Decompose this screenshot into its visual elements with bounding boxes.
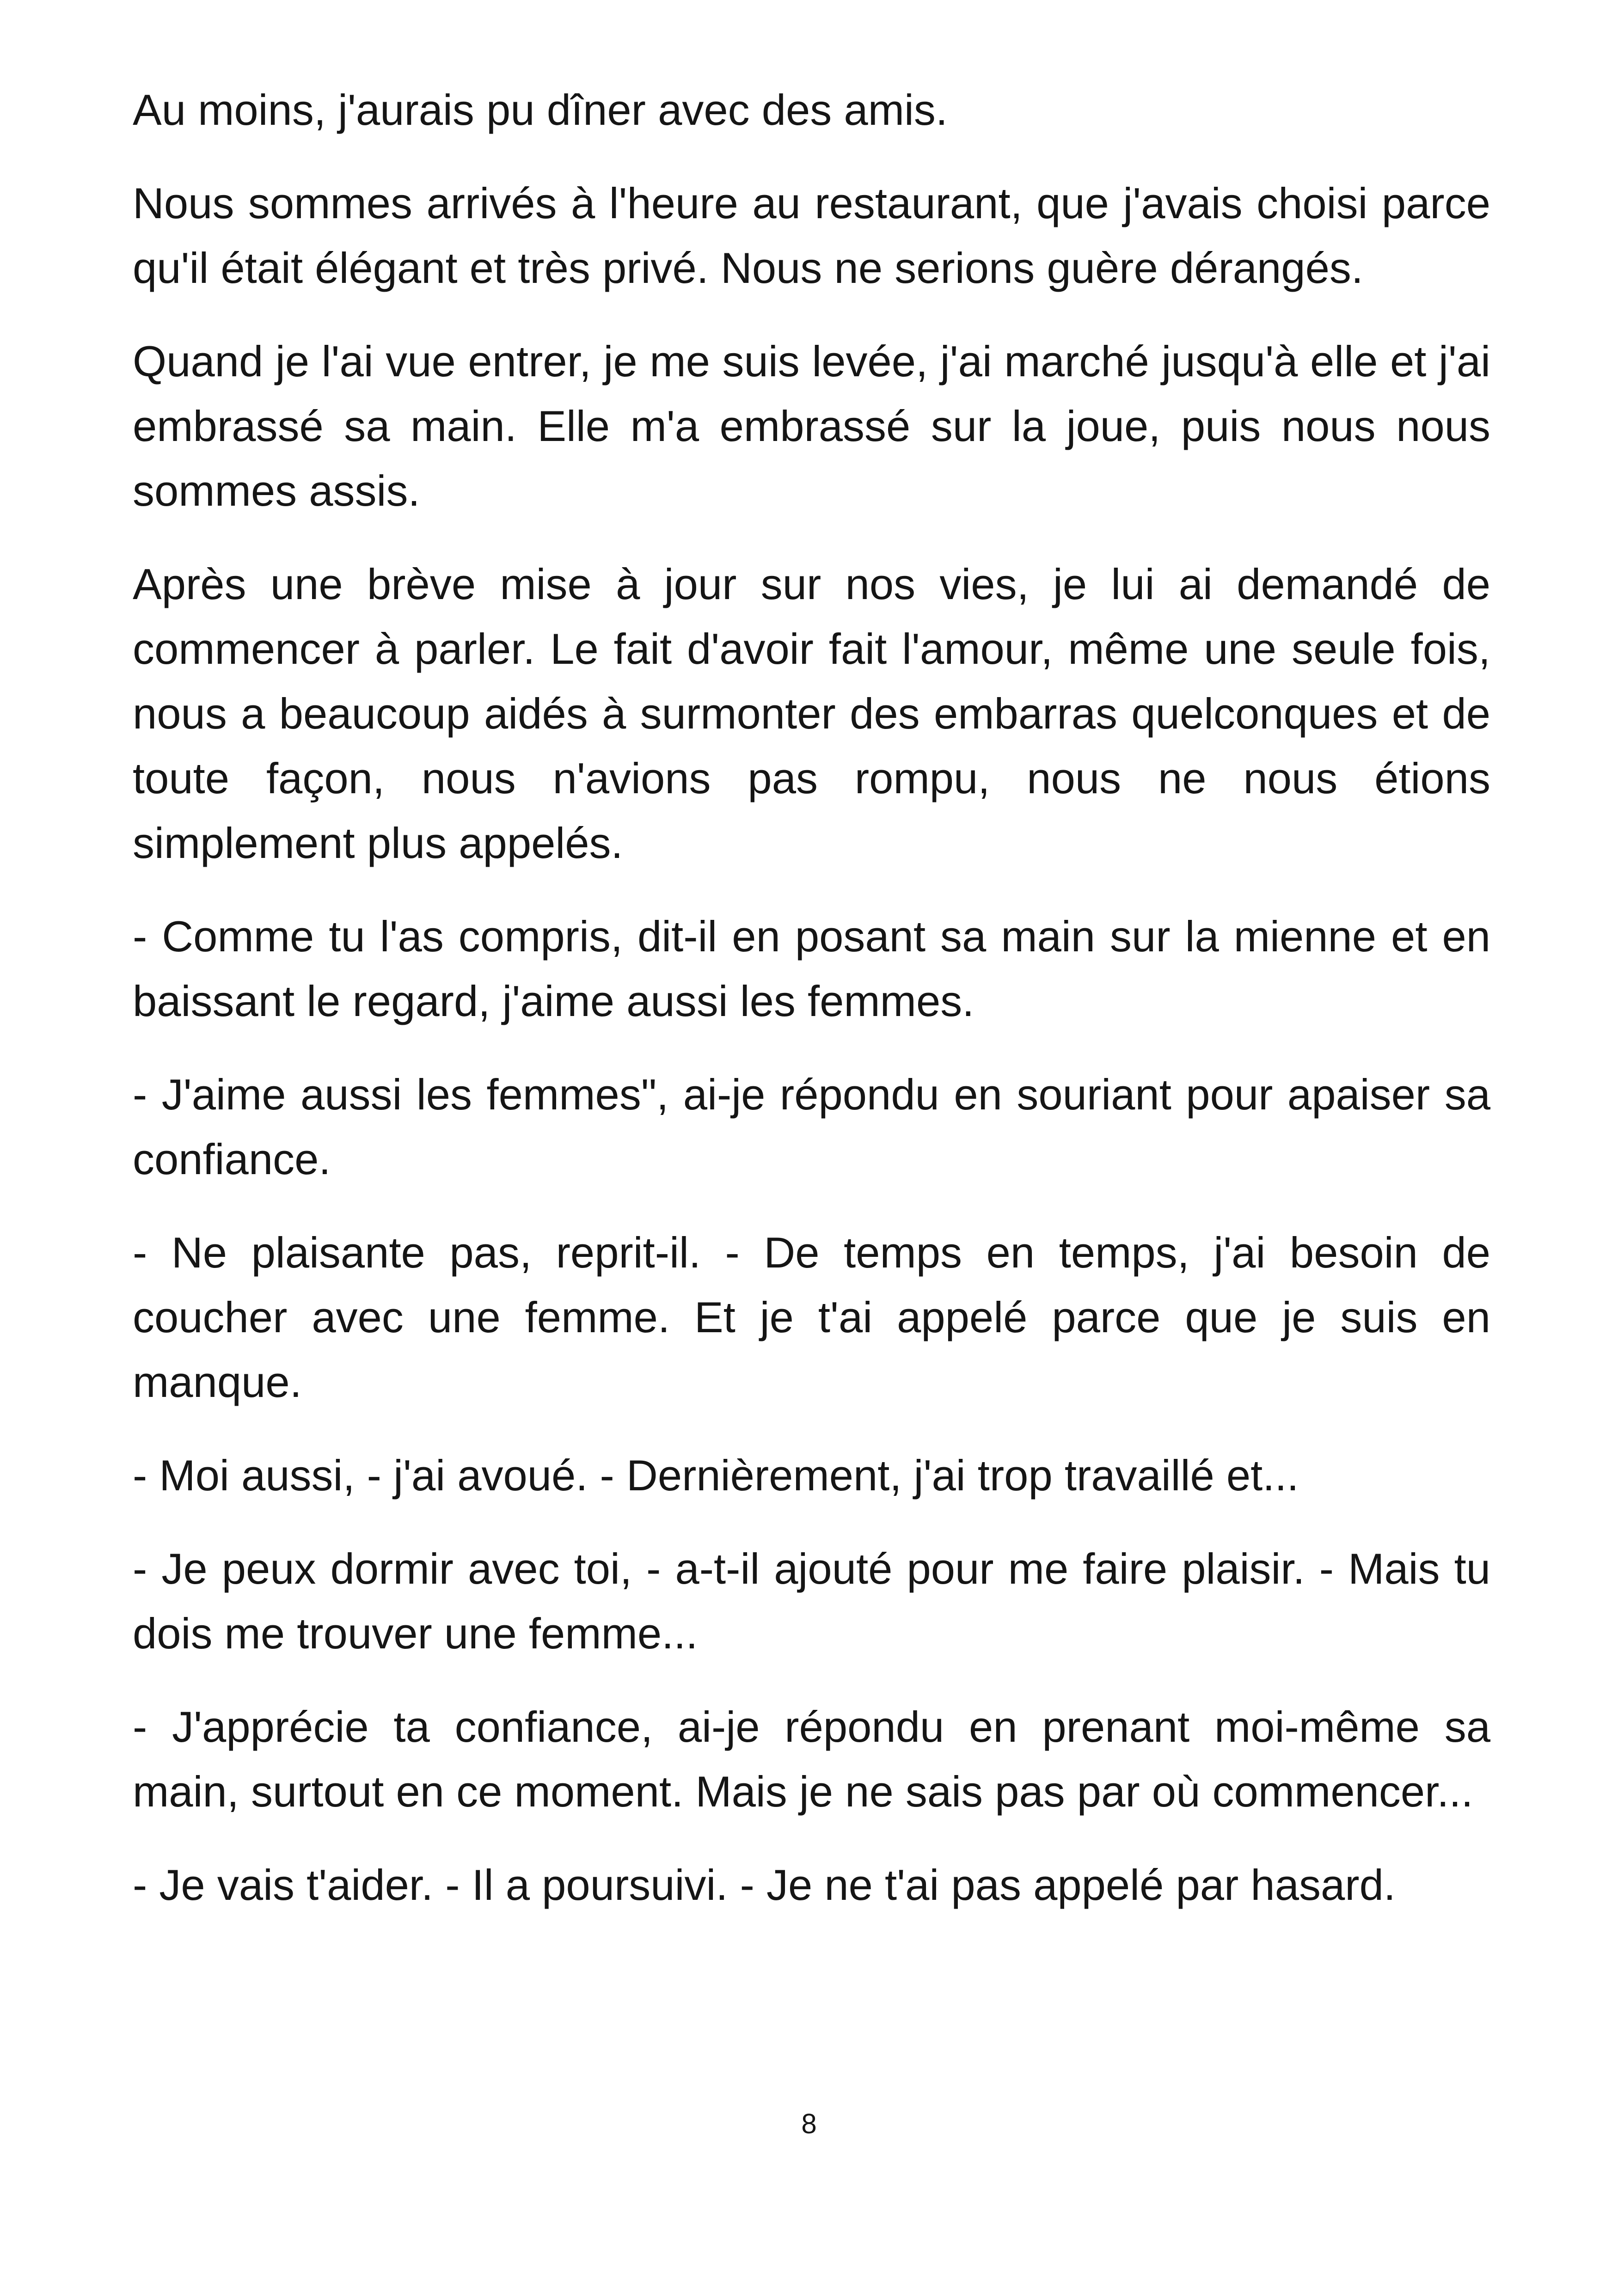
dialogue-line: - Je peux dormir avec toi, - a-t-il ajouté pour me faire plaisir. - Mais tu dois me trouver une femme...: [133, 1544, 1490, 1658]
dialogue-line: - J'apprécie ta confiance, ai-je répondu en prenant moi-même sa main, surtout en ce moment. Mais je ne sais pas par où commencer...: [133, 1702, 1490, 1816]
dialogue-line: - Comme tu l'as compris, dit-il en posant sa main sur la mienne et en baissant le regard, j'aime aussi les femmes.: [133, 912, 1490, 1025]
paragraph: Quand je l'ai vue entrer, je me suis levée, j'ai marché jusqu'à elle et j'ai embrassé sa main. Elle m'a embrassé sur la joue, puis nous nous sommes assis.: [133, 337, 1490, 515]
dialogue-line: - J'aime aussi les femmes", ai-je répondu en souriant pour apaiser sa confiance.: [133, 1070, 1490, 1183]
page-number: 8: [801, 2108, 817, 2139]
paragraph: Nous sommes arrivés à l'heure au restaurant, que j'avais choisi parce qu'il était élégant et très privé. Nous ne serions guère dérangés.: [133, 179, 1490, 292]
dialogue-line: - Je vais t'aider. - Il a poursuivi. - Je ne t'ai pas appelé par hasard.: [133, 1861, 1396, 1909]
body-text: [133, 78, 1490, 1946]
paragraph: Au moins, j'aurais pu dîner avec des amis.: [133, 86, 948, 134]
paragraph: Après une brève mise à jour sur nos vies, je lui ai demandé de commencer à parler. Le fait d'avoir fait l'amour, même une seule fois, nous a beaucoup aidés à surmonter des embarras quelconques et de toute façon, nous n'avions pas rompu, nous ne nous étions simplement plus appelés.: [133, 560, 1490, 867]
dialogue-line: - Moi aussi, - j'ai avoué. - Dernièrement, j'ai trop travaillé et...: [133, 1451, 1299, 1500]
dialogue-line: - Ne plaisante pas, reprit-il. - De temps en temps, j'ai besoin de coucher avec une femme. Et je t'ai appelé parce que je suis en manque.: [133, 1228, 1490, 1406]
